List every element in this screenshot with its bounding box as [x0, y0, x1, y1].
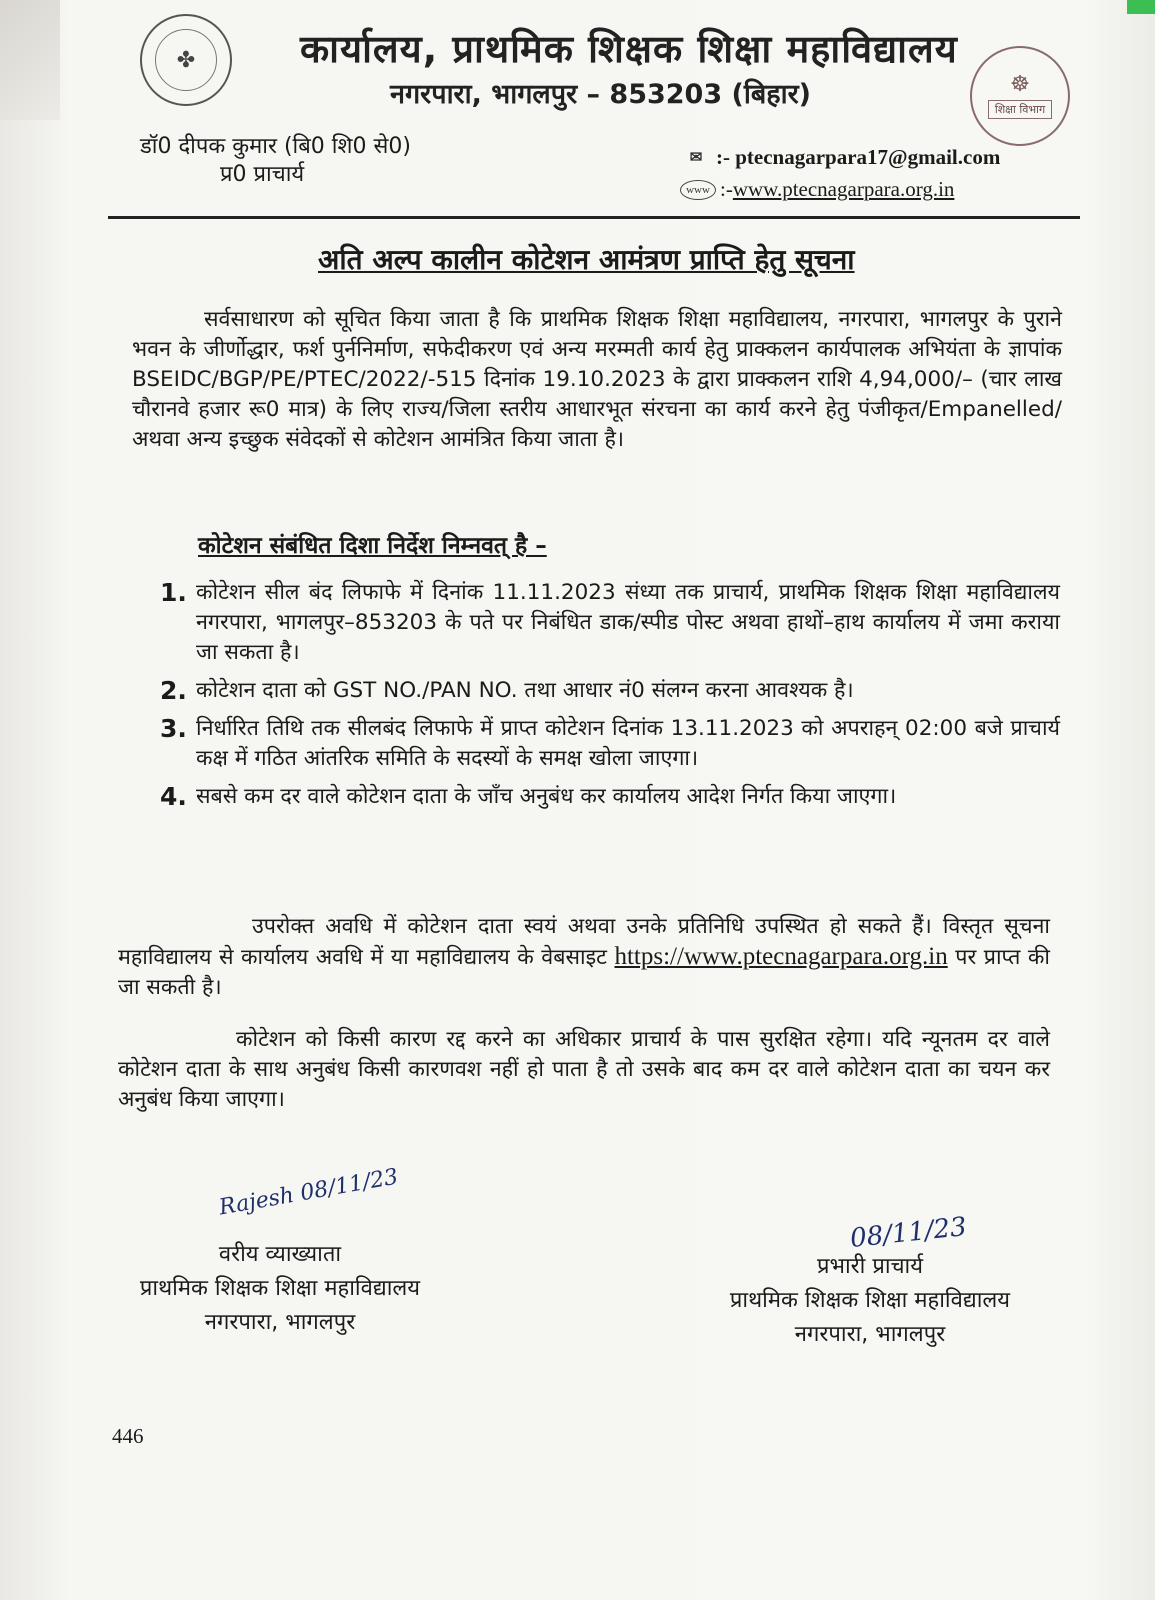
office-address: नगरपारा, भागलपुर – 853203 (बिहार) — [390, 79, 811, 110]
list-number: 1. — [160, 578, 187, 607]
list-item — [160, 578, 1060, 668]
list-item — [160, 782, 1060, 812]
list-text: कोटेशन सील बंद लिफाफे में दिनांक 11.11.2023 संध्या तक प्राचार्य, प्राथमिक शिक्षक शिक्षा महाविद्यालय नगरपारा, भागलपुर–853203 के पते पर निबंधित डाक/स्पीड पोस्ट अथवा हाथों–हाथ कार्यालय में जमा कराया जा सकता है। — [196, 580, 1060, 665]
college-logo — [140, 14, 232, 106]
email-text: :- ptecnagarpara17@gmail.com — [716, 145, 1001, 169]
signatory-place: नगरपारा, भागलपुर — [204, 1310, 356, 1335]
signatory-designation: प्रभारी प्राचार्य — [816, 1254, 923, 1279]
principal-role: प्र0 प्राचार्य — [220, 162, 305, 187]
senior-lecturer-signature: Rajesh 08/11/23 — [217, 1164, 401, 1221]
signatory-org: प्राथमिक शिक्षक शिक्षा महाविद्यालय — [729, 1288, 1011, 1313]
department-seal — [970, 46, 1070, 146]
list-number: 4. — [160, 782, 187, 811]
paragraph-2-text: उपरोक्त अवधि में कोटेशन दाता स्वयं अथवा उनके प्रतिनिधि उपस्थित हो सकते हैं। विस्तृत सूचना महाविद्यालय से कार्यालय अवधि में या महाविद्यालय के वेबसाइट — [118, 914, 1050, 970]
signatory-place: नगरपारा, भागलपुर — [794, 1322, 946, 1347]
list-text: निर्धारित तिथि तक सीलबंद लिफाफे में प्राप्त कोटेशन दिनांक 13.11.2023 को अपराहन् 02:00 बजे प्राचार्य कक्ष में गठित आंतरिक समिति के सदस्यों के समक्ष खोला जाएगा। — [196, 716, 1060, 771]
principal-signature: 08/11/23 — [848, 1211, 969, 1255]
list-number: 2. — [160, 676, 187, 705]
paragraph-2-tail: पर प्राप्त की जा सकती है। — [118, 945, 1050, 1000]
signatory-org: प्राथमिक शिक्षक शिक्षा महाविद्यालय — [139, 1276, 421, 1301]
guidelines-list — [160, 578, 1060, 820]
website-url-link[interactable]: https://www.ptecnagarpara.org.in — [614, 943, 948, 970]
list-item — [160, 714, 1060, 774]
list-number: 3. — [160, 714, 187, 743]
corner-artifact — [1127, 0, 1155, 14]
list-item — [160, 676, 1060, 706]
notice-paragraph-3: कोटेशन को किसी कारण रद्द करने का अधिकार प्राचार्य के पास सुरक्षित रहेगा। यदि न्यूनतम दर वाले कोटेशन दाता के साथ अनुबंध किसी कारणवश नहीं हो पाता है तो उसके बाद कम दर वाले कोटेशन दाता का चयन कर अनुबंध किया जाएगा। — [118, 1027, 1050, 1112]
seal-tag: शिक्षा विभाग — [988, 100, 1052, 119]
office-title: कार्यालय, प्राथमिक शिक्षक शिक्षा महाविद्यालय — [300, 27, 958, 71]
page-number: 446 — [112, 1424, 144, 1448]
principal-name: डॉ0 दीपक कुमार (बि0 शि0 से0) — [140, 134, 411, 159]
globe-icon: www — [680, 180, 716, 200]
notice-paragraph-2 — [118, 912, 1050, 1003]
list-text: कोटेशन दाता को GST NO./PAN NO. तथा आधार नं0 संलग्न करना आवश्यक है। — [196, 678, 854, 703]
header-divider — [108, 216, 1080, 219]
notice-title: अति अल्प कालीन कोटेशन आमंत्रण प्राप्ति हेतु सूचना — [318, 243, 855, 276]
signatory-designation: वरीय व्याख्याता — [218, 1242, 342, 1267]
notice-paragraph-1: सर्वसाधारण को सूचित किया जाता है कि प्राथमिक शिक्षक शिक्षा महाविद्यालय, नगरपारा, भागलपुर के पुराने भवन के जीर्णोद्धार, फर्श पुर्ननिर्माण, सफेदीकरण एवं अन्य मरम्मती कार्य हेतु प्राक्कलन कार्यपालक अभियंता के ज्ञापांक BSEIDC/BGP/PE/PTEC/2022/-515 दिनांक 19.10.2023 के द्वारा प्राक्कलन राशि 4,94,000/– (चार लाख चौरानवे हजार रू0 मात्र) के लिए राज्य/जिला स्तरीय आधारभूत संरचना का कार्य करने हेतु पंजीकृत/Empanelled/ अथवा अन्य इच्छुक संवेदकों से कोटेशन आमंत्रित किया जाता है। — [132, 307, 1062, 452]
list-text: सबसे कम दर वाले कोटेशन दाता के जाँच अनुबंध कर कार्यालय आदेश निर्गत किया जाएगा। — [196, 784, 897, 809]
guidelines-heading: कोटेशन संबंधित दिशा निर्देश निम्नवत् है – — [198, 533, 547, 559]
mail-icon: ✉ — [689, 150, 703, 166]
state-emblem-icon: ☸ — [1010, 71, 1030, 97]
website-prefix: :- — [720, 177, 733, 201]
website-link[interactable]: www.ptecnagarpara.org.in — [732, 177, 955, 201]
college-emblem-icon: ✤ — [155, 29, 217, 91]
paper-fold — [0, 0, 60, 120]
senior-lecturer-signature-block — [110, 1238, 450, 1340]
email-line — [680, 145, 1000, 170]
principal-signature-block — [700, 1250, 1040, 1352]
website-line — [680, 177, 954, 202]
